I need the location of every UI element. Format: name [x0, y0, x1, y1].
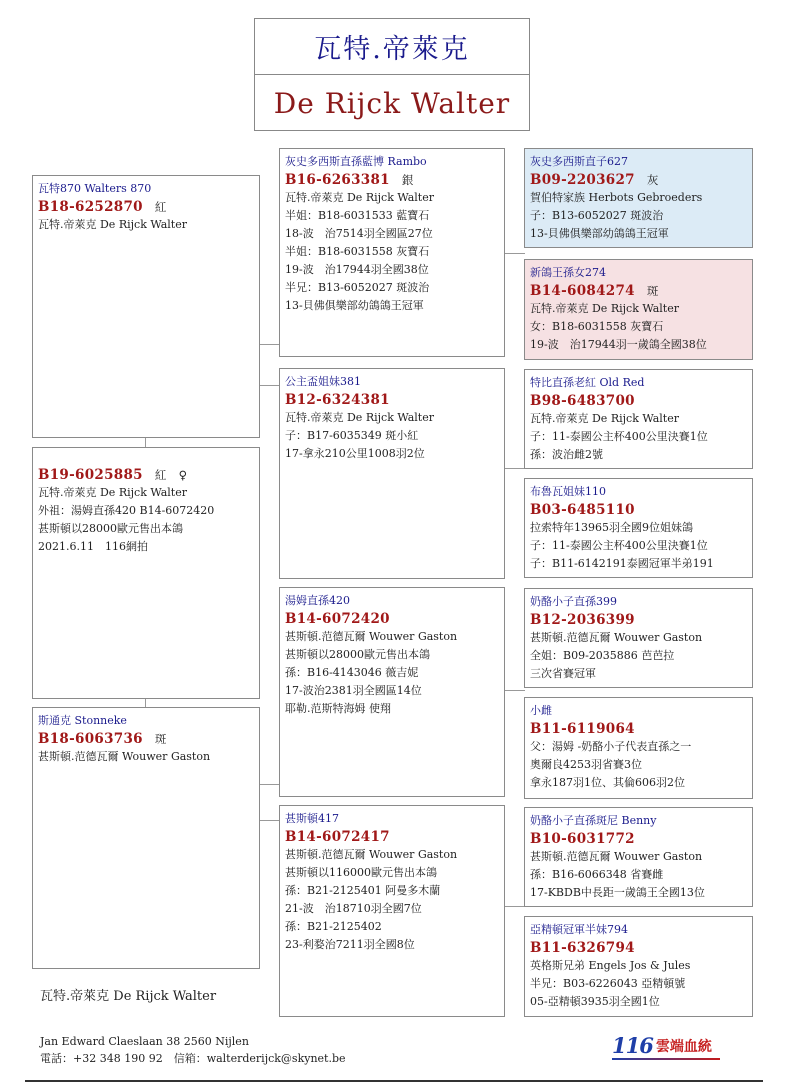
- connector-line: [145, 698, 146, 707]
- ds-box: [279, 587, 505, 797]
- ring-number: B11-6326794: [530, 940, 635, 956]
- dsd-box: [524, 697, 753, 799]
- dss-line: 甚斯頓.范德瓦爾 Wouwer Gaston: [530, 631, 703, 644]
- ds-line: 甚斯頓以28000歐元售出本鴿: [285, 648, 430, 661]
- ss-line: 19-波 治17944羽全國38位: [285, 263, 429, 276]
- logo-number: 116: [612, 1033, 653, 1058]
- sex-symbol: ♀: [178, 468, 188, 482]
- connector-line: [259, 385, 280, 386]
- dss-box: [524, 588, 753, 688]
- ds-line: 孫：B16-4143046 薇吉妮: [285, 666, 419, 679]
- ring-number: B11-6119064: [530, 721, 635, 737]
- title-english: De Rijck Walter: [273, 87, 511, 120]
- title-chinese: 瓦特.帝萊克: [255, 19, 529, 75]
- dds-line: 孫：B16-6066348 省賽雌: [530, 868, 664, 881]
- sire-ring: [38, 198, 254, 216]
- ring-number: B12-2036399: [530, 612, 635, 628]
- ss-ring: [285, 171, 499, 189]
- dss-ring: [530, 611, 747, 629]
- sdd-line: 子：B11-6142191泰國冠軍半弟191: [530, 557, 714, 570]
- ssd-line: 女：B18-6031558 灰寶石: [530, 320, 664, 333]
- sds-name: 特比直孫老紅 Old Red: [530, 376, 645, 389]
- ring-number: B03-6485110: [530, 502, 635, 518]
- ring-number: B19-6025885: [38, 467, 143, 483]
- footer-divider: [25, 1080, 763, 1082]
- dam-ring: [38, 730, 254, 748]
- ddd-line: 05-亞精頓3935羽全國1位: [530, 995, 660, 1008]
- subject-ring: [38, 466, 254, 484]
- sdd-name: 布魯瓦姐妹110: [530, 485, 606, 498]
- ring-number: B14-6072417: [285, 829, 390, 845]
- ddd-line: 半兄：B03-6226043 亞精頓號: [530, 977, 686, 990]
- sire-box: [32, 175, 260, 438]
- ring-number: B14-6084274: [530, 283, 635, 299]
- dd-line: 孫：B21-2125402: [285, 920, 382, 933]
- plumage-color: 斑: [646, 284, 659, 298]
- sdd-ring: [530, 501, 747, 519]
- title-box: [254, 18, 530, 131]
- ds-line: 17-波治2381羽全國區14位: [285, 684, 422, 697]
- dd-line: 23-利婺治7211羽全國8位: [285, 938, 415, 951]
- sdd-line: 子：11-泰國公主杯400公里決賽1位: [530, 539, 708, 552]
- logo-underline: [612, 1058, 720, 1060]
- sd-name: 公主盃姐妹381: [285, 375, 361, 388]
- connector-line: [504, 906, 525, 907]
- dd-box: [279, 805, 505, 1017]
- ring-number: B09-2203627: [530, 172, 635, 188]
- connector-line: [504, 253, 525, 254]
- sss-line: 13-貝佛俱樂部幼鴿鴿王冠軍: [530, 227, 669, 240]
- ring-number: B12-6324381: [285, 392, 390, 408]
- ssd-line: 瓦特.帝萊克 De Rijck Walter: [530, 302, 679, 315]
- brand-logo: [612, 1031, 722, 1057]
- sss-line: 子：B13-6052027 斑波治: [530, 209, 664, 222]
- phone-email: 電話：+32 348 190 92 信箱：walterderijck@skynet.be: [40, 1052, 346, 1065]
- dds-ring: [530, 830, 747, 848]
- dd-name: 甚斯頓417: [285, 812, 339, 825]
- ring-number: B16-6263381: [285, 172, 390, 188]
- subject-line: 外祖：湯姆直孫420 B14-6072420: [38, 504, 215, 517]
- ss-box: [279, 148, 505, 357]
- address: Jan Edward Claeslaan 38 2560 Nijlen: [40, 1035, 249, 1048]
- contact-info: [40, 1033, 346, 1067]
- sdd-line: 拉索特年13965羽全國9位姐妹鴿: [530, 521, 693, 534]
- sire-name: 瓦特870 Walters 870: [38, 182, 152, 195]
- connector-line: [145, 437, 146, 447]
- dd-line: 甚斯頓.范德瓦爾 Wouwer Gaston: [285, 848, 458, 861]
- ring-number: B98-6483700: [530, 393, 635, 409]
- sds-line: 孫：波治雌2號: [530, 448, 603, 461]
- connector-line: [259, 784, 280, 785]
- dsd-line: 拿永187羽1位、其倫606羽2位: [530, 776, 685, 789]
- connector-line: [259, 344, 280, 345]
- sss-box: [524, 148, 753, 248]
- dsd-name: 小雌: [530, 704, 552, 717]
- ring-number: B18-6063736: [38, 731, 143, 747]
- ss-name: 灰史多西斯直孫藍博 Rambo: [285, 155, 427, 168]
- ssd-ring: [530, 282, 747, 300]
- sss-name: 灰史多西斯直子627: [530, 155, 628, 168]
- connector-line: [504, 468, 525, 469]
- ds-line: 甚斯頓.范德瓦爾 Wouwer Gaston: [285, 630, 458, 643]
- dd-line: 孫：B21-2125401 阿曼多木蘭: [285, 884, 441, 897]
- logo-text: 雲端血統: [655, 1039, 712, 1055]
- sd-ring: [285, 391, 499, 409]
- dss-line: 三次省賽冠軍: [530, 667, 596, 680]
- ring-number: B10-6031772: [530, 831, 635, 847]
- sds-ring: [530, 392, 747, 410]
- sd-line: 子：B17-6035349 斑小紅: [285, 429, 419, 442]
- ssd-box: [524, 259, 753, 360]
- dds-line: 17-KBDB中長距一歲鴿王全國13位: [530, 886, 705, 899]
- connector-line: [259, 820, 280, 821]
- plumage-color: 斑: [154, 732, 167, 746]
- subject-line: 瓦特.帝萊克 De Rijck Walter: [38, 486, 187, 499]
- ss-line: 半姐：B18-6031533 藍寶石: [285, 209, 430, 222]
- ring-number: B14-6072420: [285, 611, 390, 627]
- dss-name: 奶酪小子直孫399: [530, 595, 617, 608]
- dam-box: [32, 707, 260, 969]
- dds-name: 奶酪小子直孫斑尼 Benny: [530, 814, 657, 827]
- sd-line: 瓦特.帝萊克 De Rijck Walter: [285, 411, 434, 424]
- ring-number: B18-6252870: [38, 199, 143, 215]
- ddd-ring: [530, 939, 747, 957]
- ddd-box: [524, 916, 753, 1017]
- dam-name: 斯通克 Stonneke: [38, 714, 127, 727]
- dds-box: [524, 807, 753, 907]
- ss-line: 半兄：B13-6052027 斑波治: [285, 281, 430, 294]
- dd-line: 21-波 治18710羽全國7位: [285, 902, 422, 915]
- sss-ring: [530, 171, 747, 189]
- subject-line: 甚斯頓以28000歐元售出本鴿: [38, 522, 183, 535]
- ssd-line: 19-波 治17944羽一歲鴿全國38位: [530, 338, 707, 351]
- ddd-line: 英格斯兄弟 Engels Jos & Jules: [530, 959, 691, 972]
- sdd-box: [524, 478, 753, 578]
- plumage-color: 灰: [646, 173, 659, 187]
- dam-line: 甚斯頓.范德瓦爾 Wouwer Gaston: [38, 750, 211, 763]
- dsd-line: 父：湯姆 -奶酪小子代表直孫之一: [530, 740, 692, 753]
- ss-line: 18-波 治7514羽全國區27位: [285, 227, 433, 240]
- ss-line: 瓦特.帝萊克 De Rijck Walter: [285, 191, 434, 204]
- breeder-name: 瓦特.帝萊克 De Rijck Walter: [40, 989, 217, 1004]
- ssd-name: 新鴿王孫女274: [530, 266, 606, 279]
- sds-box: [524, 369, 753, 469]
- ss-line: 13-貝佛俱樂部幼鴿鴿王冠軍: [285, 299, 424, 312]
- sds-line: 瓦特.帝萊克 De Rijck Walter: [530, 412, 679, 425]
- ddd-name: 亞精頓冠軍半妹794: [530, 923, 628, 936]
- subject-line: 2021.6.11 116網拍: [38, 540, 148, 553]
- dss-line: 全姐：B09-2035886 芭芭拉: [530, 649, 675, 662]
- dsd-line: 奧爾良4253羽省賽3位: [530, 758, 642, 771]
- dd-line: 甚斯頓以116000歐元售出本鴿: [285, 866, 437, 879]
- connector-line: [504, 690, 525, 691]
- dd-ring: [285, 828, 499, 846]
- sd-line: 17-拿永210公里1008羽2位: [285, 447, 425, 460]
- ds-line: 耶勒.范斯特海姆 使翔: [285, 702, 391, 715]
- ss-line: 半姐：B18-6031558 灰寶石: [285, 245, 430, 258]
- plumage-color: 銀: [401, 173, 414, 187]
- ds-ring: [285, 610, 499, 628]
- sd-box: [279, 368, 505, 579]
- sds-line: 子：11-泰國公主杯400公里決賽1位: [530, 430, 708, 443]
- dds-line: 甚斯頓.范德瓦爾 Wouwer Gaston: [530, 850, 703, 863]
- subject-box: [32, 447, 260, 699]
- dsd-ring: [530, 720, 747, 738]
- sss-line: 賀伯特家族 Herbots Gebroeders: [530, 191, 703, 204]
- ds-name: 湯姆直孫420: [285, 594, 350, 607]
- plumage-color: 紅: [154, 200, 167, 214]
- sire-line: 瓦特.帝萊克 De Rijck Walter: [38, 218, 187, 231]
- plumage-color: 紅: [154, 468, 167, 482]
